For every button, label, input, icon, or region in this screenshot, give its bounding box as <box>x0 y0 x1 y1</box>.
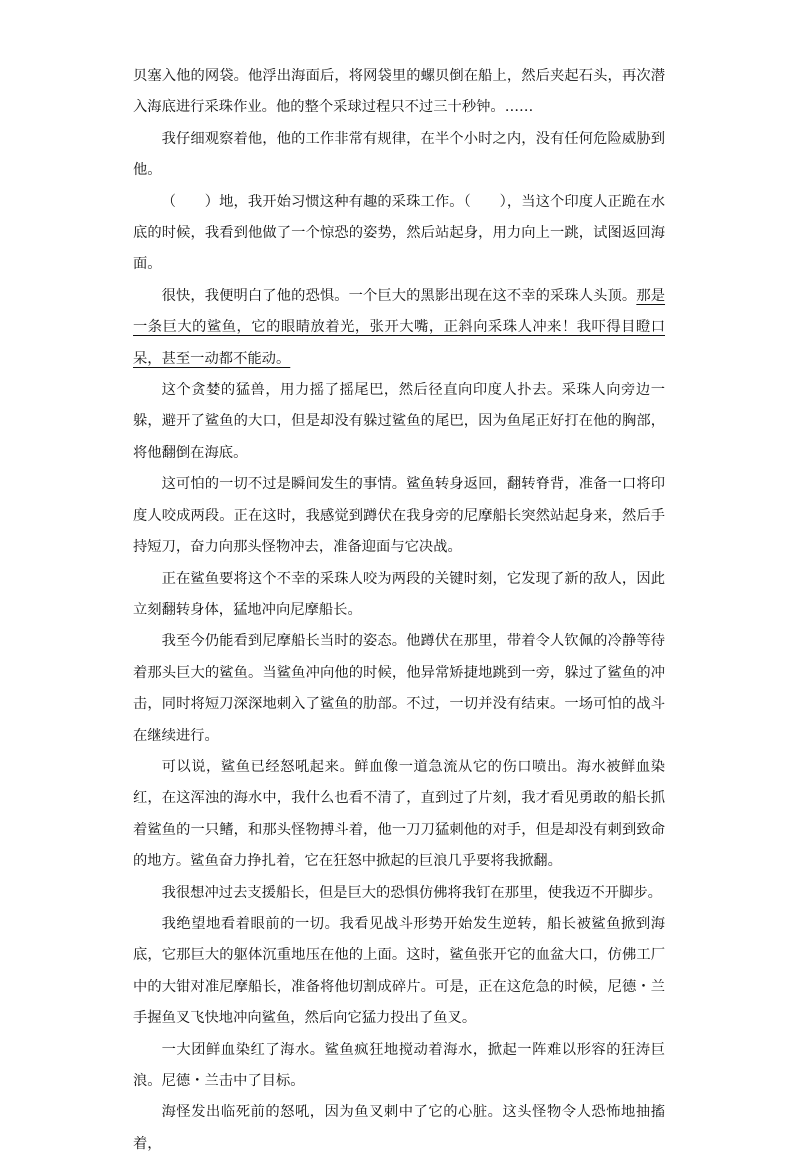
paragraph-text: 我至今仍能看到尼摩船长当时的姿态。他蹲伏在那里，带着令人钦佩的冷静等待着那头巨大的鲨鱼。当鲨鱼冲向他的时候，他异常矫捷地跳到一旁，躲过了鲨鱼的冲击，同时将短刀深深地刺入了鲨鱼的肋部。不过，一切并没有结束。一场可怕的战斗在继续进行。 <box>133 633 665 744</box>
paragraph-text: 海怪发出临死前的怒吼，因为鱼叉刺中了它的心脏。这头怪物令人恐怖地抽搐着， <box>133 1104 665 1152</box>
paragraph <box>133 61 665 124</box>
underlined-sentence: 那是一条巨大的鲨鱼，它的眼睛放着光，张开大嘴，正斜向采珠人冲来！我吓得目瞪口呆，甚至一动都不能动。 <box>133 287 666 367</box>
paragraph-text: 贝塞入他的网袋。他浮出海面后，将网袋里的螺贝倒在船上，然后夹起石头，再次潜入海底进行采珠作业。他的整个采球过程只不过三十秒钟。…… <box>133 68 665 116</box>
paragraph-text: 正在鲨鱼要将这个不幸的采珠人咬为两段的关键时刻，它发现了新的敌人，因此立刻翻转身体，猛地冲向尼摩船长。 <box>133 570 665 618</box>
paragraph-text: 这可怕的一切不过是瞬间发生的事情。鲨鱼转身返回，翻转脊背，准备一口将印度人咬成两段。正在这时，我感觉到蹲伏在我身旁的尼摩船长突然站起身来，然后手持短刀，奋力向那头怪物冲去，准备迎面与它决战。 <box>133 476 665 556</box>
paragraph <box>133 281 665 375</box>
paragraph-text: （ ）地，我开始习惯这种有趣的采珠工作。（ ），当这个印度人正跪在水底的时候，我看到他做了一个惊恐的姿势，然后站起身，用力向上一跳，试图返回海面。 <box>133 193 665 273</box>
paragraph-with-blanks <box>133 187 665 281</box>
paragraph-text: 我很想冲过去支援船长，但是巨大的恐惧仿佛将我钉在那里，使我迈不开脚步。 <box>161 884 662 901</box>
paragraph <box>133 878 665 909</box>
paragraph-text: 这个贪婪的猛兽，用力摇了摇尾巴，然后径直向印度人扑去。采珠人向旁边一躲，避开了鲨鱼的大口，但是却没有躲过鲨鱼的尾巴，因为鱼尾正好打在他的胸部，将他翻倒在海底。 <box>133 382 665 461</box>
paragraph <box>133 1097 665 1160</box>
paragraph-text: 一大团鲜血染红了海水。鲨鱼疯狂地搅动着海水，掀起一阵难以形容的狂涛巨浪。尼德・兰击中了目标。 <box>133 1041 665 1089</box>
paragraph <box>133 564 665 627</box>
paragraph-text: 我绝望地看着眼前的一切。我看见战斗形势开始发生逆转，船长被鲨鱼掀到海底，它那巨大的躯体沉重地压在他的上面。这时，鲨鱼张开它的血盆大口，仿佛工厂中的大钳对准尼摩船长，准备将他切割成碎片。可是，正在这危急的时候，尼德・兰手握鱼叉飞快地冲向鲨鱼，然后向它猛力投出了鱼叉。 <box>133 915 665 1027</box>
paragraph-text: 很快，我便明白了他的恐惧。一个巨大的黑影出现在这不幸的采珠人头顶。 <box>161 287 637 304</box>
paragraph <box>133 375 665 469</box>
paragraph <box>133 124 665 187</box>
paragraph-text: 我仔细观察着他，他的工作非常有规律，在半个小时之内，没有任何危险威胁到他。 <box>133 130 665 179</box>
paragraph <box>133 752 665 878</box>
paragraph-text: 可以说，鲨鱼已经怒吼起来。鲜血像一道急流从它的伤口喷出。海水被鲜血染红，在这浑浊的海水中，我什么也看不清了，直到过了片刻，我才看见勇敢的船长抓着鲨鱼的一只鳍，和那头怪物搏斗着，他一刀刀猛刺他的对手，但是却没有刺到致命的地方。鲨鱼奋力挣扎着，它在狂怒中掀起的巨浪几乎要将我掀翻。 <box>133 758 665 870</box>
paragraph <box>133 1035 665 1098</box>
paragraph <box>133 909 665 1035</box>
article-body <box>133 61 665 1160</box>
paragraph <box>133 626 665 752</box>
paragraph <box>133 469 665 563</box>
